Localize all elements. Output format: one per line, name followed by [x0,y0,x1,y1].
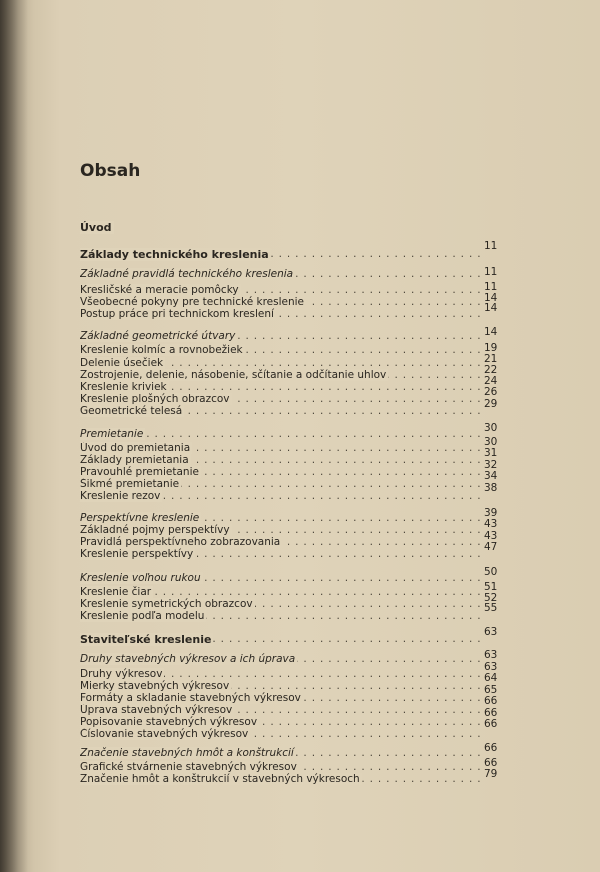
toc-entry-title: Úprava stavebných výkresov [80,704,233,716]
toc-entry-page: 38 [484,482,498,494]
toc-entry-title: Kreslenie čiar [80,586,152,598]
toc-entry-title: Druhy výkresov [80,668,163,680]
toc-entry-title: Šikmé premietanie [80,478,180,490]
toc-entry-title: Kreslenie kolmíc a rovnobežiek [80,344,243,356]
toc-entry-page: 31 [484,447,498,459]
toc-entry [80,344,480,357]
toc-entry-title: Kreslenie kriviek [80,381,167,393]
toc-entry-page: 66 [484,742,498,754]
toc-entry-page: 55 [484,602,498,614]
toc-entry [80,633,480,646]
toc-entry-title: Základné pojmy perspektívy [80,524,230,536]
toc-entry-page: 66 [484,718,498,730]
toc-entry [80,572,480,585]
toc-entry-page: 34 [484,470,498,482]
toc-entry-title: Druhy stavebných výkresov a ich úprava [80,653,296,665]
page-title: Obsah [80,161,141,181]
toc-entry-page: 43 [484,518,498,530]
toc-entry [80,747,480,760]
toc-entry-title: Kreslenie voľnou rukou [80,572,201,584]
toc-entry-page: 30 [484,436,498,448]
toc-entry-page: 79 [484,768,498,780]
toc-entry-page: 11 [484,240,498,252]
toc-entry [80,428,480,441]
toc-entry-page: 52 [484,592,498,604]
toc-entry [80,490,480,503]
toc-entry-page: 63 [484,626,498,638]
toc-entry-page: 65 [484,684,498,696]
gutter-shadow [0,0,28,872]
toc-entry-page: 11 [484,281,498,293]
toc-entry-page: 47 [484,541,498,553]
toc-entry [80,221,480,234]
toc-entry-page: 30 [484,422,498,434]
toc-entry-title: Grafické stvárnenie stavebných výkresov [80,761,297,773]
toc-entry-page: 39 [484,507,498,519]
toc-entry-page: 64 [484,672,498,684]
toc-entry-title: Základné geometrické útvary [80,330,236,342]
toc-entry-title: Základy technického kreslenia [80,248,269,261]
toc-entry [80,308,480,321]
toc-entry-page: 14 [484,292,498,304]
toc-entry-title: Číslovanie stavebných výkresov [80,728,249,740]
toc-entry-title: Kreslenie podľa modelu [80,610,205,622]
toc-entry-page: 14 [484,326,498,338]
toc-entry-title: Úvod [80,221,112,234]
toc-entry-title: Kreslenie rezov [80,490,161,502]
toc-entry-page: 14 [484,302,498,314]
toc-entry-page: 19 [484,342,498,354]
toc-entry-page: 66 [484,757,498,769]
toc-entry-title: Základy premietania [80,454,189,466]
toc-entry-page: 11 [484,266,498,278]
toc-entry-title: Geometrické telesá [80,405,183,417]
toc-entry-title: Premietanie [80,428,144,440]
toc-entry [80,773,480,786]
toc-entry [80,330,480,343]
toc-entry-title: Základné pravidlá technického kreslenia [80,268,294,280]
toc-entry-title: Formáty a skladanie stavebných výkresov [80,692,301,704]
toc-entry-page: 32 [484,459,498,471]
toc-entry-title: Všeobecné pokyny pre technické kreslenie [80,296,305,308]
toc-entry-page: 24 [484,375,498,387]
toc-entry-title: Kreslenie symetrických obrazcov [80,598,253,610]
toc-entry-page: 66 [484,695,498,707]
toc-entry-page: 51 [484,581,498,593]
toc-entry-title: Delenie úsečiek [80,357,164,369]
toc-entry-page: 22 [484,364,498,376]
toc-entry-page: 26 [484,386,498,398]
toc-entry-title: Postup práce pri technickom kreslení [80,308,274,320]
toc-entry-title: Popisovanie stavebných výkresov [80,716,258,728]
toc-entry-page: 43 [484,530,498,542]
toc-entry-title: Staviteľské kreslenie [80,633,212,646]
toc-entry [80,268,480,281]
toc-entry-title: Mierky stavebných výkresov [80,680,230,692]
toc-entry-title: Perspektívne kreslenie [80,512,200,524]
toc-entry-page: 29 [484,398,498,410]
toc-entry-title: Úvod do premietania [80,442,191,454]
toc-entry-title: Značenie stavebných hmôt a konštrukcií [80,747,294,759]
toc-entry [80,728,480,741]
toc-entry [80,248,480,261]
toc-entry-title: Kreslenie plošných obrazcov [80,393,230,405]
toc-entry-title: Kresličské a meracie pomôcky [80,284,239,296]
toc-entry [80,610,480,623]
toc-entry-title: Kreslenie perspektívy [80,548,194,560]
toc-entry-title: Zostrojenie, delenie, násobenie, sčítanie a odčítanie uhlov [80,369,387,381]
toc-entry-title: Pravouhlé premietanie [80,466,199,478]
toc-entry-page: 66 [484,707,498,719]
toc-entry [80,548,480,561]
toc-entry [80,405,480,418]
toc-entry-page: 63 [484,661,498,673]
toc-entry-page: 21 [484,353,498,365]
toc-entry [80,653,480,666]
toc-entry-page: 50 [484,566,498,578]
toc-entry-page: 63 [484,649,498,661]
toc-entry-title: Značenie hmôt a konštrukcií v stavebných výkresoch [80,773,360,785]
toc-entry-title: Pravidlá perspektívneho zobrazovania [80,536,281,548]
